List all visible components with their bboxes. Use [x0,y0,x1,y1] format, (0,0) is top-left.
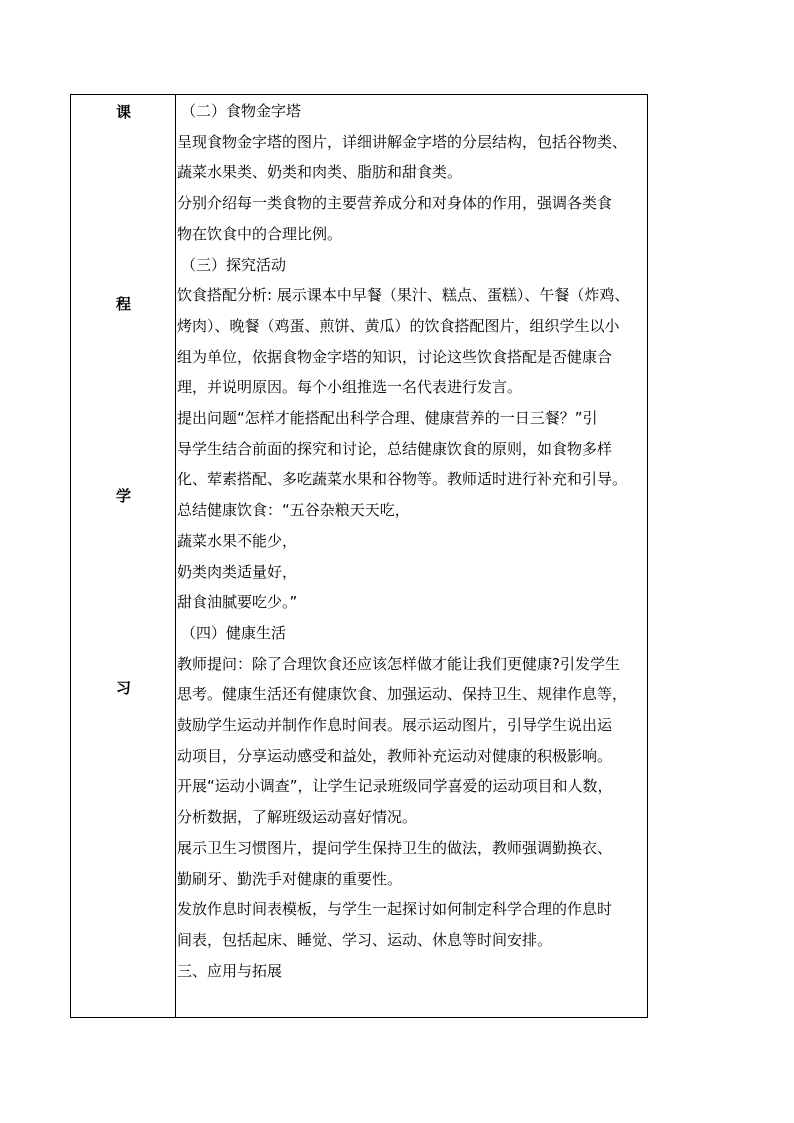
content-line: 蔬菜水果类、奶类和肉类、脂肪和甜食类。 [177,163,463,182]
side-label-xi: 习 [115,679,131,697]
content-line: 提出问题“怎样才能搭配出科学合理、健康营养的一日三餐？”引 [177,409,598,427]
content-line: 理，并说明原因。每个小组推选一名代表进行发言。 [177,378,523,397]
content-line: （二）食物金字塔 [181,102,302,120]
content-line: 奶类肉类适量好， [177,562,298,581]
content-line: 甜食油腻要吃少。” [177,593,298,612]
content-line: 饮食搭配分析: 展示课本中早餐（果汁、糕点、蛋糕）、午餐（炸鸡、 [177,286,630,305]
content-line: 间表，包括起床、睡觉、学习、运动、休息等时间安排。 [177,930,553,949]
side-label-ke: 课 [115,103,131,121]
content-line: 化、荤素搭配、多吃蔬菜水果和谷物等。教师适时进行补充和引导。 [177,470,628,489]
content-line: 鼓励学生运动并制作作息时间表。展示运动图片，引导学生说出运 [177,716,613,734]
content-line: 分析数据，了解班级运动喜好情况。 [177,808,418,827]
content-line: 教师提问：除了合理饮食还应该怎样做才能让我们更健康?引发学生 [177,654,620,673]
content-line: （四）健康生活 [181,623,287,642]
side-label-cheng: 程 [115,295,131,313]
side-label-xue: 学 [115,487,131,505]
content-line: （三）探究活动 [181,255,287,274]
content-line: 开展“运动小调查”，让学生记录班级同学喜爱的运动项目和人数， [177,777,613,796]
content-line: 呈现食物金字塔的图片，详细讲解金字塔的分层结构，包括谷物类、 [177,132,628,151]
content-line: 蔬菜水果不能少， [177,531,298,550]
content-line: 勤刷牙、勤洗手对健康的重要性。 [177,869,403,888]
content-line: 总结健康饮食：“五谷杂粮天天吃， [177,501,410,520]
content-line: 动项目，分享运动感受和益处，教师补充运动对健康的积极影响。 [177,746,613,765]
content-line: 物在饮食中的合理比例。 [177,224,343,243]
content-line: 分别介绍每一类食物的主要营养成分和对身体的作用，强调各类食 [177,194,613,213]
content-line: 烤肉）、晚餐（鸡蛋、煎饼、黄瓜）的饮食搭配图片，组织学生以小 [177,316,620,335]
content-line: 导学生结合前面的探究和讨论，总结健康饮食的原则，如食物多样 [177,439,613,458]
lesson-table [70,94,648,1018]
content-line: 展示卫生习惯图片，提问学生保持卫生的做法，教师强调勤换衣、 [177,838,613,857]
content-line: 组为单位，依据食物金字塔的知识，讨论这些饮食搭配是否健康合 [177,347,613,366]
content-line: 思考。健康生活还有健康饮食、加强运动、保持卫生、规律作息等， [177,685,628,704]
content-line: 发放作息时间表模板，与学生一起探讨如何制定科学合理的作息时 [177,900,613,919]
lesson-content [177,95,647,1017]
section-label-column [71,95,176,1017]
content-line: 三、应用与拓展 [177,961,283,980]
